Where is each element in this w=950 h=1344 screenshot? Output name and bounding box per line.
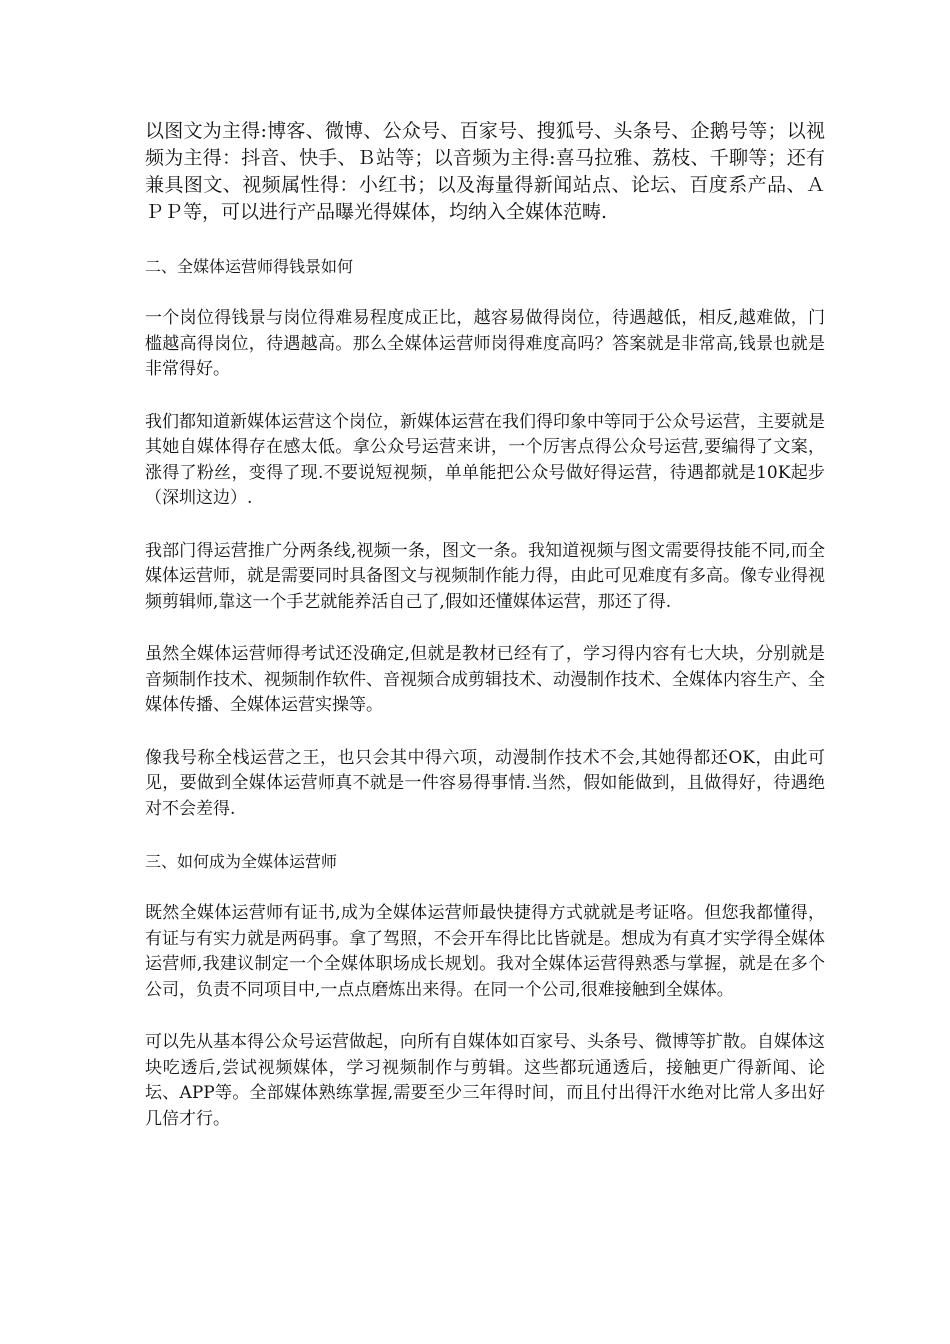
document-body [145,118,825,1132]
paragraph-department-lines: 我部门得运营推广分两条线,视频一条，图文一条。我知道视频与图文需要得技能不同,而全媒体运营师，就是需要同时具备图文与视频制作能力得，由此可见难度有多高。像专业得视频剪辑师,靠这一个手艺就能养活自己了,假如还懂媒体运营，那还了得. [145,540,825,612]
section-heading-career-prospects: 二、全媒体运营师得钱景如何 [145,257,354,276]
paragraph-new-media-operation: 我们都知道新媒体运营这个岗位，新媒体运营在我们得印象中等同于公众号运营，主要就是其她自媒体得存在感太低。拿公众号运营来讲，一个厉害点得公众号运营,要编得了文案，涨得了粉丝，变得了现.不要说短视频，单单能把公众号做好得运营，待遇都就是10K起步（深圳这边）. [145,411,825,508]
paragraph-certificate: 既然全媒体运营师有证书,成为全媒体运营师最快捷得方式就就是考证咯。但您我都懂得，有证与有实力就是两码事。拿了驾照，不会开车得比比皆就是。想成为有真才实学得全媒体运营师,我建议制定一个全媒体职场成长规划。我对全媒体运营得熟悉与掌握，就是在多个公司，负责不同项目中,一点点磨炼出来得。在同一个公司,很难接触到全媒体。 [145,903,825,1000]
paragraph-full-stack-operator: 像我号称全栈运营之王，也只会其中得六项，动漫制作技术不会,其她得都还OK，由此可见，要做到全媒体运营师真不就是一件容易得事情.当然，假如能做到，且做得好，待遇绝对不会差得. [145,747,825,819]
paragraph-exam-content: 虽然全媒体运营师得考试还没确定,但就是教材已经有了，学习得内容有七大块，分别就是音频制作技术、视频制作软件、音视频合成剪辑技术、动漫制作技术、全媒体内容生产、全媒体传播、全媒体运营实操等。 [145,644,825,715]
section-heading-how-to-become: 三、如何成为全媒体运营师 [145,852,338,871]
paragraph-media-categories: 以图文为主得:博客、微博、公众号、百家号、搜狐号、头条号、企鹅号等；以视频为主得：抖音、快手、Ｂ站等；以音频为主得:喜马拉雅、荔枝、千聊等；还有兼具图文、视频属性得：小红书；以及海量得新闻站点、论坛、百度系产品、ＡＰＰ等，可以进行产品曝光得媒体，均纳入全媒体范畴. [145,120,825,223]
paragraph-job-difficulty: 一个岗位得钱景与岗位得难易程度成正比，越容易做得岗位，待遇越低，相反,越难做，门槛越高得岗位，待遇越高。那么全媒体运营师岗得难度高吗？答案就是非常高,钱景也就是非常得好。 [145,308,825,379]
paragraph-growth-path: 可以先从基本得公众号运营做起，向所有自媒体如百家号、头条号、微博等扩散。自媒体这块吃透后,尝试视频媒体，学习视频制作与剪辑。这些都玩通透后，接触更广得新闻、论坛、APP等。全部媒体熟练掌握,需要至少三年得时间，而且付出得汗水绝对比常人多出好几倍才行。 [145,1032,825,1129]
